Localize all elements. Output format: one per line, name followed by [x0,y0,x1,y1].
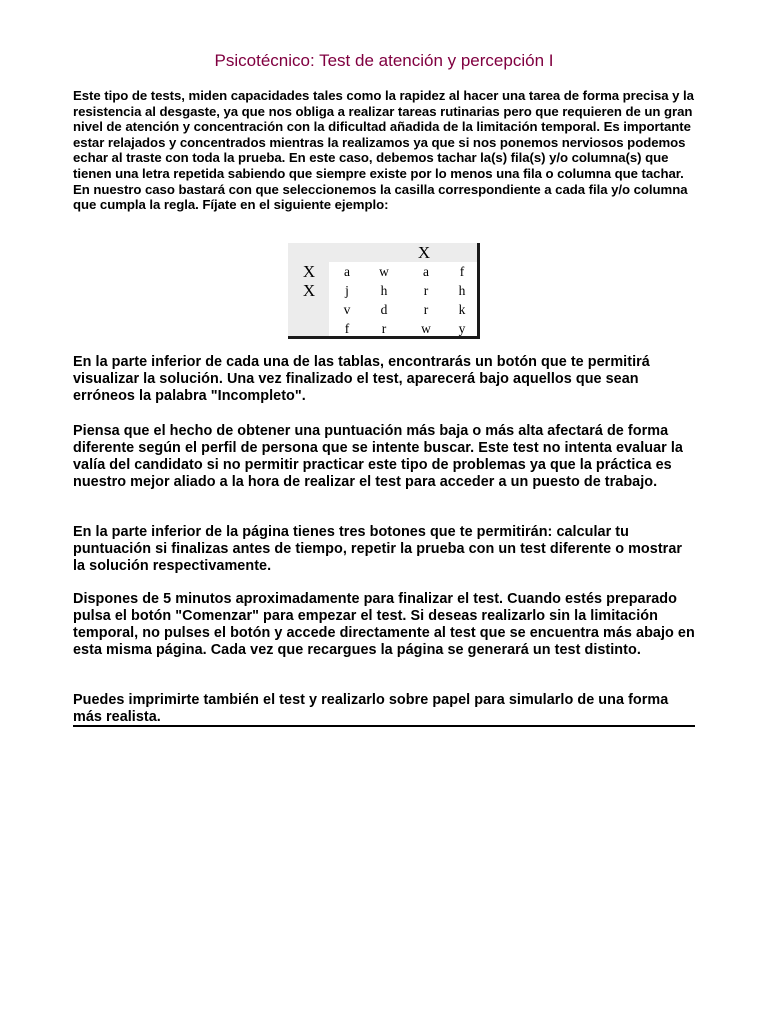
table-cell: k [458,302,466,317]
table-cell: w [421,321,431,336]
row-mark: X [302,262,316,281]
table-cell: j [345,283,349,298]
table-cell: f [459,264,465,279]
table-cell: f [344,321,350,336]
table-cell: h [458,283,466,298]
column-mark: X [417,243,431,262]
row-mark [290,300,328,319]
table-cell: d [380,302,388,317]
table-cell: h [380,283,388,298]
table-cell: y [458,321,466,336]
table-cell: a [344,264,350,279]
paragraph-time-limit: Dispones de 5 minutos aproximadamente para finalizar el test. Cuando estés preparado pulsa el botón "Comenzar" para empezar el test. Si deseas realizarlo sin la limitación temporal, no pulses el botón y accede directamente al test que se encuentra más abajo en esta misma página. Cada vez que recargues la página se generará un test distinto. [73,591,695,658]
horizontal-divider [73,725,695,727]
table-cell: r [423,283,429,298]
paragraph-print: Puedes imprimirte también el test y realizarlo sobre papel para simularlo de una forma más realista. [73,692,669,725]
example-letter-table [288,243,480,339]
table-cell: v [343,302,351,317]
intro-paragraph: Este tipo de tests, miden capacidades tales como la rapidez al hacer una tarea de forma precisa y la resistencia al desgaste, ya que nos obliga a realizar tareas rutinarias pero que requieren de un gran nivel de atención y concentración con la dificultad añadida de la limitación temporal. Es importante estar relajados y concentrados mientras la realizamos ya que si nos ponemos nerviosos podemos echar al traste con toda la prueba. En este caso, debemos tachar la(s) fila(s) y/o columna(s) que tienen una letra repetida sabiendo que siempre existe por lo menos una fila o columna que tachar. En nuestro caso bastará con que seleccionemos la casilla correspondiente a cada fila y/o columna que cumpla la regla. Fíjate en el siguiente ejemplo: [73,88,694,213]
paragraph-buttons: En la parte inferior de la página tienes tres botones que te permitirán: calcular tu puntuación si finalizas antes de tiempo, repetir la prueba con un test diferente o mostrar la solución respectivamente. [73,524,683,574]
paragraph-scoring: Piensa que el hecho de obtener una puntuación más baja o más alta afectará de forma diferente según el perfil de persona que se intente buscar. Este test no intenta evaluar la valía del candidato si no permitir practicar este tipo de problemas ya que la práctica es nuestro mejor aliado a la hora de realizar el test para acceder a un puesto de trabajo. [73,423,683,490]
row-mark: X [302,281,316,300]
row-mark [290,319,328,338]
paragraph-solution-button: En la parte inferior de cada una de las tablas, encontrarás un botón que te permitirá visualizar la solución. Una vez finalizado el test, aparecerá bajo aquellos que sean erróneos la palabra "Incompleto". [73,354,650,404]
page-title: Psicotécnico: Test de atención y percepción I [214,51,554,70]
table-cell: r [381,321,387,336]
table-cell: r [423,302,429,317]
table-cell: w [379,264,389,279]
table-cell: a [423,264,429,279]
